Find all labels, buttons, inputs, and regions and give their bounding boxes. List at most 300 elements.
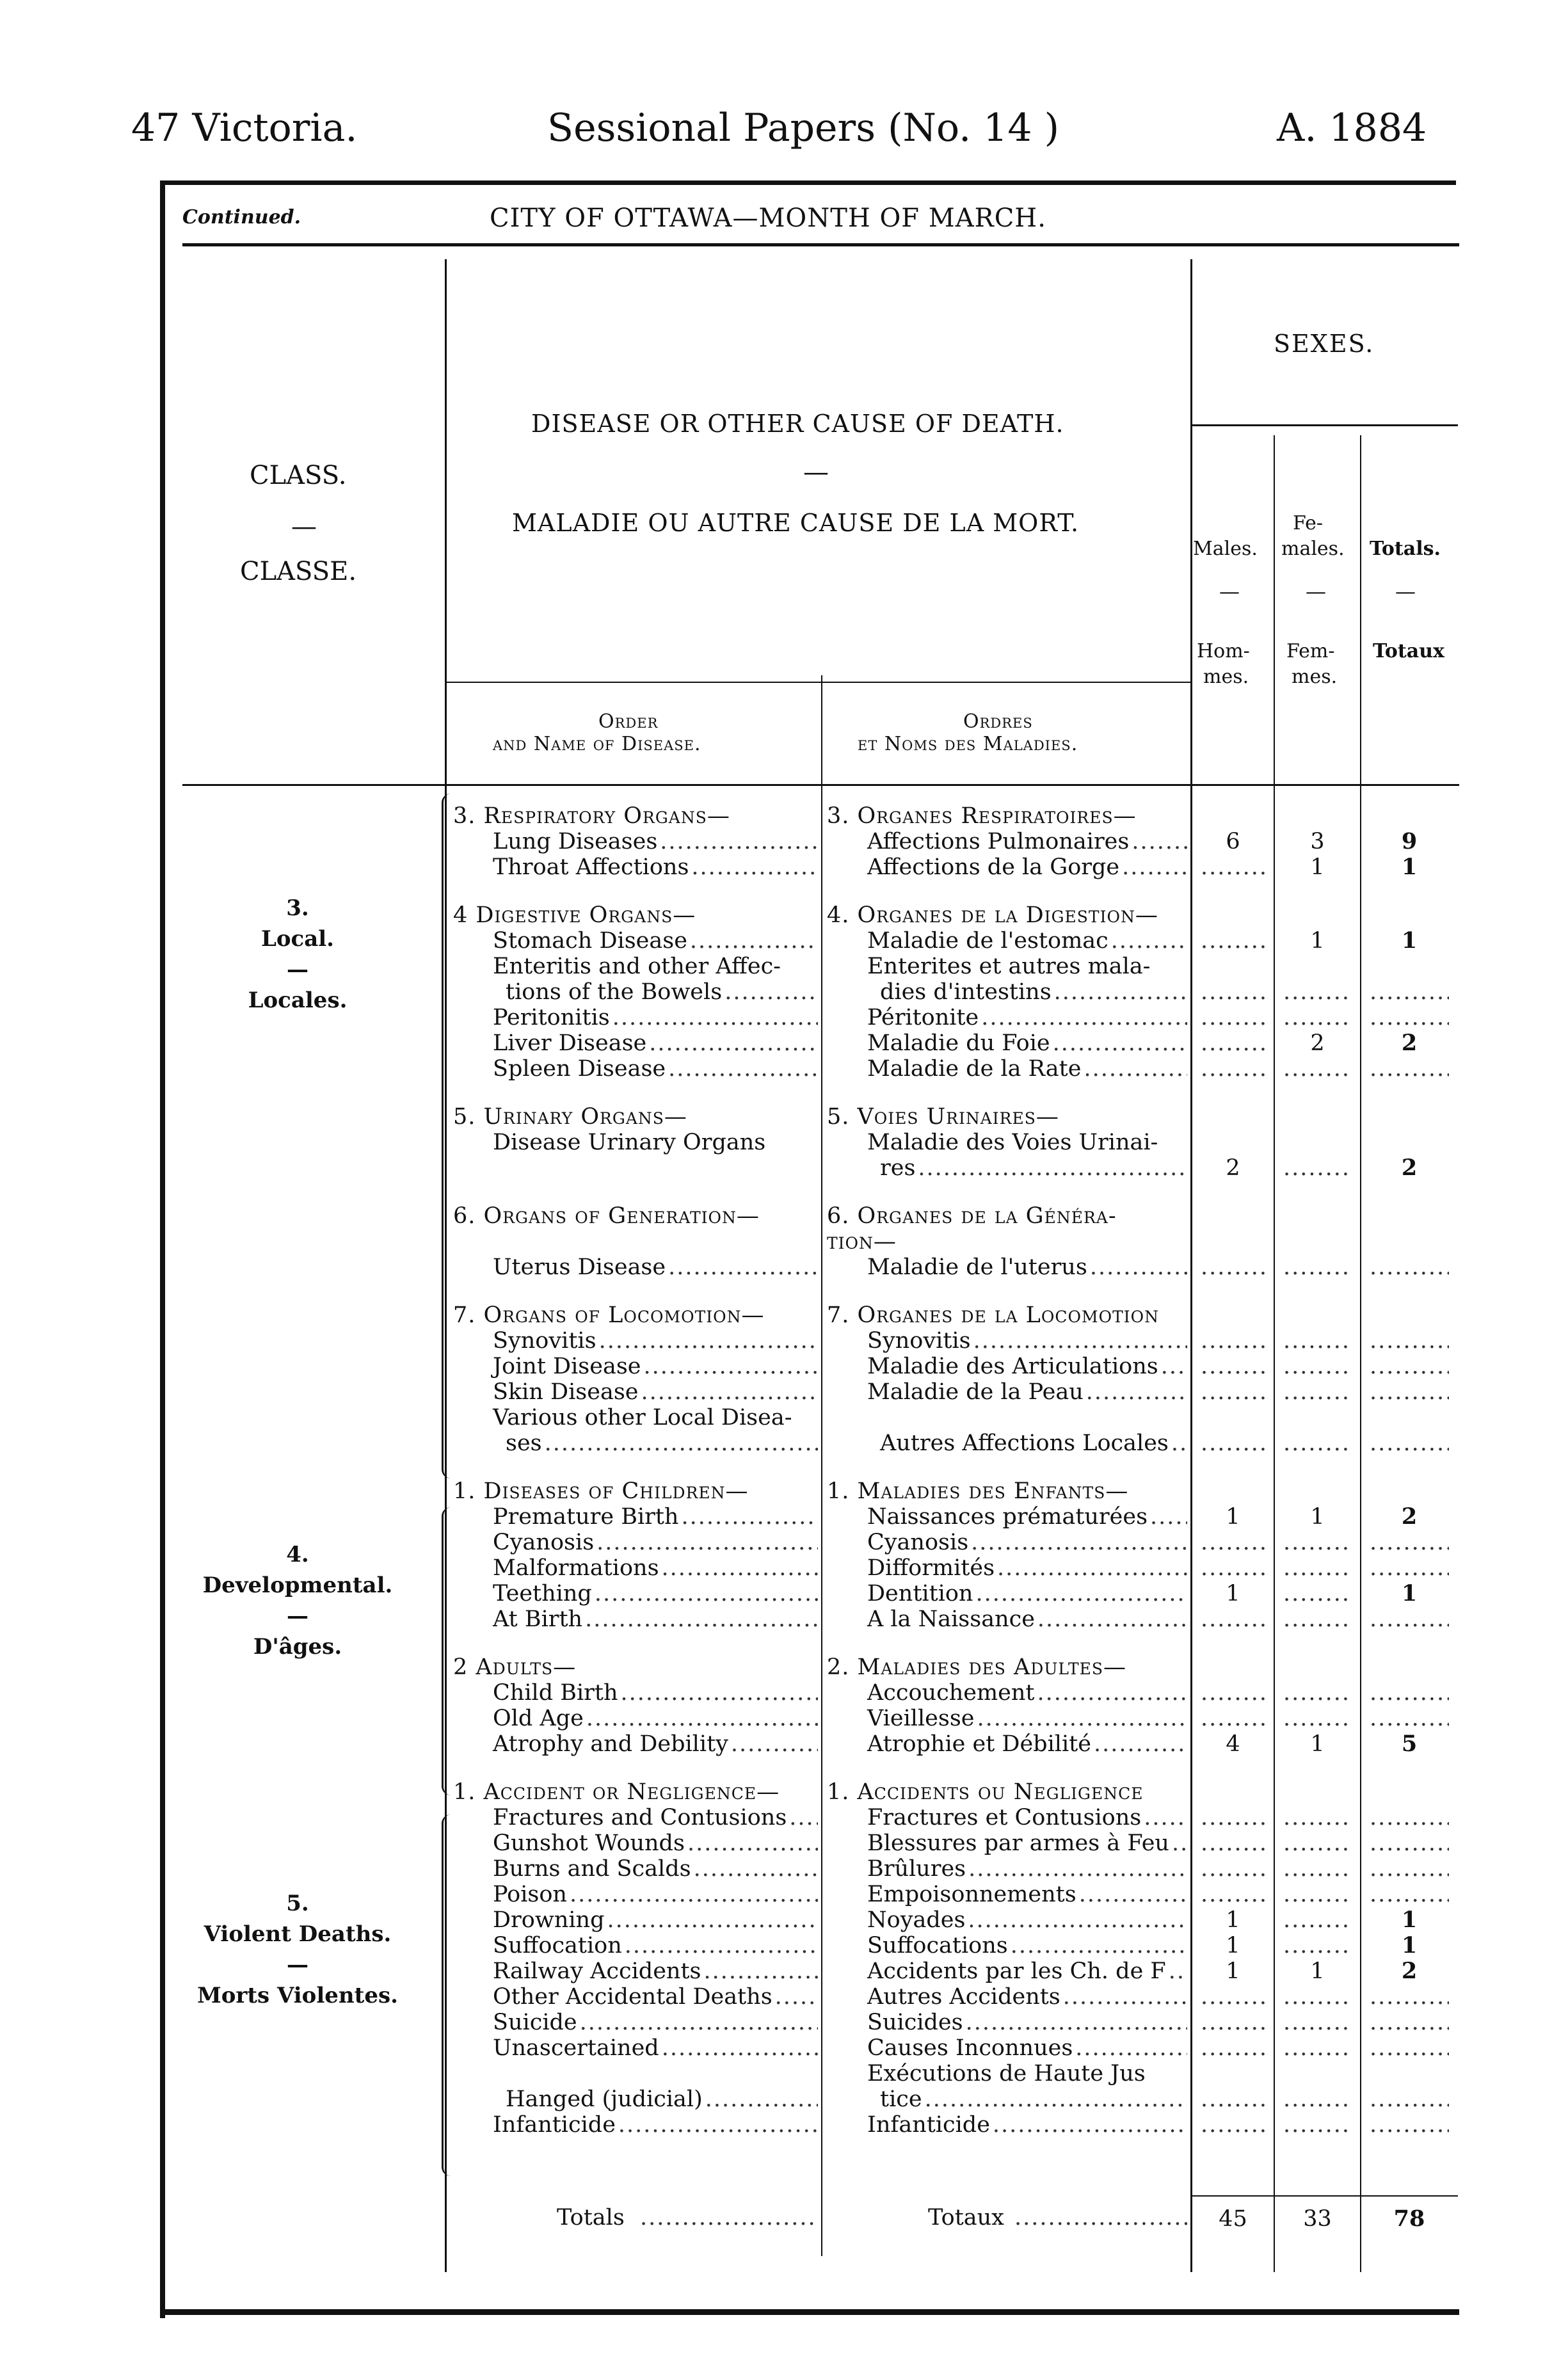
row-total-empty <box>1370 1882 1449 1907</box>
row-en-fill <box>493 1680 818 1706</box>
row-en-leader <box>662 2035 818 2061</box>
row-total-value: 1 <box>1401 1907 1418 1933</box>
row-fr-label: Péritonite <box>867 1005 979 1030</box>
totals-males: 45 <box>1219 2206 1247 2232</box>
row-en-label: Cyanosis <box>493 1530 595 1555</box>
row-fr-label: Dentition <box>867 1581 973 1606</box>
row-en-fill <box>506 979 818 1005</box>
row-males-empty <box>1201 1805 1265 1830</box>
row-fr-leader <box>1054 979 1187 1005</box>
row-males-empty <box>1201 1680 1265 1706</box>
header-center: Sessional Papers (No. 14 ) <box>547 106 1060 150</box>
females-header-2: males. <box>1281 538 1345 560</box>
row-en-cell <box>493 1984 818 2010</box>
class-violent-fr: Morts Violentes. <box>197 1983 398 2008</box>
row-en-leader <box>789 1805 818 1830</box>
row-fr-label: Accidents par les Ch. de F <box>867 1958 1166 1984</box>
row-fr-leader <box>1150 1504 1187 1530</box>
row-males-empty <box>1201 1555 1265 1581</box>
row-en-label: Drowning <box>493 1907 605 1933</box>
row-en-fill <box>493 1379 818 1405</box>
row-en-fill <box>493 1958 818 1984</box>
header-right: A. 1884 <box>1277 106 1427 150</box>
row-females-empty <box>1283 1555 1352 1581</box>
row-en-cell <box>493 1680 818 1706</box>
class-local-dash: — <box>287 957 308 982</box>
row-fr-label: 2. Maladies des Adultes— <box>827 1654 1127 1680</box>
row-fr-cell <box>867 1555 1187 1581</box>
row-total-empty <box>1370 1430 1449 1456</box>
sexes-rule <box>1192 424 1458 426</box>
row-en-label: Teething <box>493 1581 592 1606</box>
row-females-empty <box>1283 1907 1352 1933</box>
row-total-empty <box>1370 1530 1449 1555</box>
row-total-empty <box>1370 2112 1449 2138</box>
row-males-empty <box>1201 1830 1265 1856</box>
row-en-leader <box>694 1856 818 1882</box>
row-fr-fill <box>867 2010 1187 2035</box>
row-males-value: 1 <box>1226 1504 1240 1530</box>
row-females-empty <box>1283 1984 1352 2010</box>
row-males-empty <box>1201 1254 1265 1280</box>
row-en-fill <box>493 2035 818 2061</box>
row-en-leader <box>621 1680 819 1706</box>
row-en-cell <box>493 1254 818 1280</box>
row-en-fill <box>493 1907 818 1933</box>
top-rule <box>163 180 1456 185</box>
row-fr-fill <box>867 1555 1187 1581</box>
row-en-cell <box>493 1958 818 1984</box>
hommes-header-1: Hom- <box>1197 640 1250 662</box>
row-en-fill <box>493 1856 818 1882</box>
row-total-value: 2 <box>1401 1030 1418 1056</box>
row-males-empty <box>1201 928 1265 954</box>
row-en-fill <box>493 829 818 854</box>
row-en-fill <box>493 2112 818 2138</box>
row-males-empty <box>1201 1056 1265 1082</box>
totals-header: Totals. <box>1370 538 1441 560</box>
row-en-label: Synovitis <box>493 1328 596 1354</box>
row-fr-fill <box>867 1606 1187 1632</box>
row-en-leader <box>618 2112 818 2138</box>
row-fr-label: Brûlures <box>867 1856 966 1882</box>
row-fr-cell <box>867 1706 1187 1731</box>
row-fr-fill <box>880 1430 1187 1456</box>
row-females-empty <box>1283 1606 1352 1632</box>
row-en-cell <box>493 2010 818 2035</box>
row-fr-fill <box>867 1379 1187 1405</box>
row-females-empty <box>1283 1430 1352 1456</box>
row-en-label: Fractures and Contusions <box>493 1805 787 1830</box>
row-en-label: Infanticide <box>493 2112 616 2138</box>
row-females-empty <box>1283 1530 1352 1555</box>
class-local <box>163 893 432 1016</box>
row-fr-fill <box>867 854 1187 880</box>
row-fr-label: 4. Organes de la Digestion— <box>827 902 1158 928</box>
totaux-header: Totaux <box>1373 640 1444 662</box>
row-females-empty <box>1283 1830 1352 1856</box>
row-females-empty <box>1283 1856 1352 1882</box>
row-males-empty <box>1201 1856 1265 1882</box>
row-total-empty <box>1370 1379 1449 1405</box>
row-females-empty <box>1283 1354 1352 1379</box>
row-fr-label: Blessures par armes à Feu <box>867 1830 1169 1856</box>
row-en-cell <box>493 1882 818 1907</box>
row-en-label: Gunshot Wounds <box>493 1830 685 1856</box>
row-total-value: 1 <box>1401 1580 1418 1606</box>
row-en-leader <box>704 1958 819 1984</box>
row-fr-leader <box>1172 1830 1187 1856</box>
row-en-label: ses <box>506 1430 542 1456</box>
row-males-empty <box>1201 1530 1265 1555</box>
row-en-label: Other Accidental Deaths <box>493 1984 772 2010</box>
class-local-fr: Locales. <box>248 988 348 1013</box>
femmes-header-2: mes. <box>1292 666 1338 688</box>
row-en-leader <box>705 2086 818 2112</box>
row-fr-fill <box>867 1504 1187 1530</box>
row-total-empty <box>1370 1706 1449 1731</box>
row-en-leader <box>570 1882 818 1907</box>
row-fr-fill <box>867 1805 1187 1830</box>
row-males-empty <box>1201 1354 1265 1379</box>
row-total-empty <box>1370 1555 1449 1581</box>
row-fr-cell <box>867 1856 1187 1882</box>
males-header: Males. <box>1193 538 1258 560</box>
row-en-fill <box>493 854 818 880</box>
row-fr-cell <box>867 1958 1187 1984</box>
row-males-empty <box>1201 1328 1265 1354</box>
row-fr-leader <box>977 1706 1188 1731</box>
row-fr-label: Maladie de l'uterus <box>867 1254 1087 1280</box>
row-en-label: Skin Disease <box>493 1379 639 1405</box>
row-total-value: 5 <box>1401 1731 1418 1757</box>
row-males-empty <box>1201 1606 1265 1632</box>
row-total-empty <box>1370 2086 1449 2112</box>
row-fr-label: Fractures et Contusions <box>867 1805 1142 1830</box>
class-violent-num: 5. <box>286 1891 309 1916</box>
row-en-leader <box>724 979 818 1005</box>
row-fr-label: dies d'intestins <box>880 979 1052 1005</box>
order-rule <box>447 682 1190 683</box>
class-developmental-fr: D'âges. <box>253 1634 342 1660</box>
brace-local <box>442 794 455 1478</box>
row-total-value: 9 <box>1401 828 1418 854</box>
totals-en-leader <box>640 2205 816 2230</box>
row-fr-fill <box>867 1530 1187 1555</box>
row-fr-label: Cyanosis <box>867 1530 969 1555</box>
row-fr-cell <box>867 1254 1187 1280</box>
row-fr-cell <box>867 854 1187 880</box>
row-males-empty <box>1201 1882 1265 1907</box>
row-en-leader <box>660 829 818 854</box>
row-en-cell <box>493 854 818 880</box>
row-en-cell <box>493 1328 818 1354</box>
row-en-cell <box>493 1056 818 1082</box>
totals-fr-label: Totaux <box>928 2205 1004 2230</box>
row-en-fill <box>493 1933 818 1958</box>
row-total-empty <box>1370 1005 1449 1030</box>
row-en-label: Disease Urinary Organs <box>493 1130 766 1155</box>
row-males-value: 1 <box>1226 1581 1240 1606</box>
row-males-value: 6 <box>1226 829 1240 854</box>
row-en-label: 1. Accident or Negligence— <box>453 1779 780 1805</box>
row-en-cell <box>493 1581 818 1606</box>
hommes-header-2: mes. <box>1203 666 1249 688</box>
row-en-label: Spleen Disease <box>493 1056 666 1082</box>
row-en-fill <box>493 1882 818 1907</box>
row-fr-cell <box>867 1984 1187 2010</box>
row-females-empty <box>1283 1581 1352 1606</box>
row-fr-cell <box>867 1379 1187 1405</box>
row-en-label: 4 Digestive Organs— <box>453 902 696 928</box>
row-en-label: Child Birth <box>493 1680 618 1706</box>
row-en-label: Atrophy and Debility <box>493 1731 728 1757</box>
continued-label: Continued. <box>182 206 301 228</box>
row-fr-label: Suicides <box>867 2010 963 2035</box>
row-en-fill <box>493 1706 818 1731</box>
row-males-value: 1 <box>1226 1933 1240 1958</box>
row-fr-label: Maladie de l'estomac <box>867 928 1108 954</box>
row-total-empty <box>1370 1984 1449 2010</box>
row-en-leader <box>607 1907 818 1933</box>
row-en-cell <box>493 1354 818 1379</box>
totals-females: 33 <box>1303 2206 1332 2232</box>
row-en-label: Stomach Disease <box>493 928 687 954</box>
row-en-cell <box>493 1555 818 1581</box>
row-fr-cell <box>867 2035 1187 2061</box>
row-females-value: 1 <box>1310 1731 1325 1757</box>
row-en-label: Lung Diseases <box>493 829 658 854</box>
totals-total: 78 <box>1393 2206 1425 2232</box>
row-fr-fill <box>880 1155 1187 1181</box>
row-en-label: 5. Urinary Organs— <box>453 1104 687 1130</box>
row-en-label: Liver Disease <box>493 1030 647 1056</box>
row-fr-label: Difformités <box>867 1555 995 1581</box>
row-fr-leader <box>975 1581 1187 1606</box>
row-total-empty <box>1370 1056 1449 1082</box>
row-en-cell <box>493 2035 818 2061</box>
row-fr-label: Affections Pulmonaires <box>867 829 1130 854</box>
row-en-leader <box>668 1254 818 1280</box>
row-fr-fill <box>867 1882 1187 1907</box>
row-en-fill <box>493 1731 818 1757</box>
row-en-label: 7. Organs of Locomotion— <box>453 1302 765 1328</box>
row-total-value: 1 <box>1401 1932 1418 1958</box>
row-females-empty <box>1283 1254 1352 1280</box>
row-fr-label: Enterites et autres mala- <box>867 954 1151 979</box>
row-fr-label: Suffocations <box>867 1933 1008 1958</box>
row-fr-leader <box>968 1907 1187 1933</box>
row-fr-label: Atrophie et Débilité <box>867 1731 1091 1757</box>
row-males-value: 4 <box>1226 1731 1240 1757</box>
row-en-label: Poison <box>493 1882 567 1907</box>
row-fr-leader <box>1111 928 1187 954</box>
row-en-fill <box>493 1606 818 1632</box>
row-fr-label: 3. Organes Respiratoires— <box>827 803 1137 829</box>
row-en-fill <box>493 1254 818 1280</box>
row-fr-leader <box>925 2086 1187 2112</box>
row-fr-label: Maladie du Foie <box>867 1030 1050 1056</box>
row-en-label: Joint Disease <box>493 1354 641 1379</box>
row-males-empty <box>1201 979 1265 1005</box>
row-en-label: Railway Accidents <box>493 1958 701 1984</box>
row-en-label: Suffocation <box>493 1933 622 1958</box>
sexes-column-rule <box>1190 259 1192 2272</box>
females-dash: — <box>1306 579 1326 604</box>
totals-rule <box>1192 2195 1458 2197</box>
row-males-value: 2 <box>1226 1155 1240 1181</box>
row-en-fill <box>493 1056 818 1082</box>
row-en-cell <box>493 1805 818 1830</box>
row-males-value: 1 <box>1226 1958 1240 1984</box>
row-en-fill <box>493 1984 818 2010</box>
row-fr-cell <box>867 1731 1187 1757</box>
row-females-value: 1 <box>1310 1504 1325 1530</box>
class-developmental-num: 4. <box>286 1542 309 1567</box>
row-en-leader <box>641 1379 818 1405</box>
row-en-label: Uterus Disease <box>493 1254 666 1280</box>
row-en-cell <box>493 1379 818 1405</box>
class-developmental <box>163 1539 432 1662</box>
row-fr-leader <box>971 1530 1187 1555</box>
row-total-value: 1 <box>1401 927 1418 954</box>
row-fr-label: Exécutions de Haute Jus <box>867 2061 1146 2086</box>
totals-dash: — <box>1395 579 1416 604</box>
row-en-cell <box>493 1933 818 1958</box>
bottom-rule <box>160 2309 1459 2315</box>
row-fr-cell <box>867 1354 1187 1379</box>
row-fr-label: 7. Organes de la Locomotion <box>827 1302 1160 1328</box>
row-fr-fill <box>867 1581 1187 1606</box>
row-females-empty <box>1283 1933 1352 1958</box>
row-en-leader <box>612 1005 818 1030</box>
row-males-empty <box>1201 1984 1265 2010</box>
row-fr-label: Maladie des Articulations <box>867 1354 1158 1379</box>
row-en-label: tions of the Bowels <box>506 979 723 1005</box>
row-females-empty <box>1283 1328 1352 1354</box>
row-fr-cell <box>867 1056 1187 1082</box>
class-fr-header: CLASSE. <box>240 557 357 586</box>
row-en-fill <box>493 1354 818 1379</box>
males-dash: — <box>1219 579 1240 604</box>
row-fr-fill <box>867 1354 1187 1379</box>
row-en-label: Throat Affections <box>493 854 689 880</box>
row-en-leader <box>545 1430 818 1456</box>
row-fr-cell <box>880 2086 1187 2112</box>
header-bottom-rule <box>182 784 1459 786</box>
row-total-empty <box>1370 1856 1449 1882</box>
row-en-label: Hanged (judicial) <box>506 2086 703 2112</box>
row-fr-cell <box>867 1504 1187 1530</box>
brace-violent <box>442 1814 455 2176</box>
row-males-empty <box>1201 1706 1265 1731</box>
row-fr-label: Maladie de la Peau <box>867 1379 1084 1405</box>
row-en-leader <box>691 854 818 880</box>
class-local-num: 3. <box>286 895 309 921</box>
row-total-value: 2 <box>1401 1155 1418 1181</box>
brace-developmental <box>442 1507 455 1795</box>
row-en-cell <box>506 1430 818 1456</box>
row-fr-fill <box>867 1056 1187 1082</box>
row-total-empty <box>1370 2035 1449 2061</box>
females-column-rule <box>1274 435 1275 2272</box>
row-en-label: Burns and Scalds <box>493 1856 691 1882</box>
row-males-empty <box>1201 1030 1265 1056</box>
row-fr-label: 1. Maladies des Enfants— <box>827 1478 1129 1504</box>
row-en-label: 6. Organs of Generation— <box>453 1203 760 1229</box>
row-en-label: Unascertained <box>493 2035 659 2061</box>
row-fr-label: 6. Organes de la Généra- <box>827 1203 1117 1229</box>
row-females-empty <box>1283 2112 1352 2138</box>
row-fr-leader <box>1075 2035 1187 2061</box>
row-fr-label: Autres Accidents <box>867 1984 1060 2010</box>
row-fr-label: tion— <box>827 1229 897 1254</box>
disease-en-header: DISEASE OR OTHER CAUSE OF DEATH. <box>531 410 1064 438</box>
row-fr-leader <box>1122 854 1187 880</box>
row-en-fill <box>493 2010 818 2035</box>
sexes-header: SEXES. <box>1274 330 1375 358</box>
row-fr-fill <box>867 1907 1187 1933</box>
row-en-fill <box>493 1830 818 1856</box>
title-rule <box>182 243 1459 246</box>
row-en-fill <box>493 1555 818 1581</box>
row-fr-cell <box>867 1328 1187 1354</box>
row-en-fill <box>493 1328 818 1354</box>
row-en-cell <box>493 1005 818 1030</box>
row-en-label: 1. Diseases of Children— <box>453 1478 749 1504</box>
row-fr-fill <box>867 2112 1187 2138</box>
row-fr-label: Affections de la Gorge <box>867 854 1120 880</box>
row-fr-label: 1. Accidents ou Negligence <box>827 1779 1144 1805</box>
row-fr-cell <box>867 1680 1187 1706</box>
row-males-empty <box>1201 854 1265 880</box>
class-dash: — <box>291 512 317 541</box>
row-fr-cell <box>880 1155 1187 1181</box>
row-fr-fill <box>867 1731 1187 1757</box>
row-total-empty <box>1370 1606 1449 1632</box>
row-fr-fill <box>867 1328 1187 1354</box>
row-en-label: Old Age <box>493 1706 584 1731</box>
row-en-cell <box>493 1907 818 1933</box>
row-en-cell <box>506 979 818 1005</box>
row-fr-leader <box>1144 1805 1187 1830</box>
row-fr-label: tice <box>880 2086 922 2112</box>
row-females-empty <box>1283 1680 1352 1706</box>
row-en-cell <box>493 1830 818 1856</box>
row-fr-cell <box>867 1530 1187 1555</box>
totals-fr-leader <box>1014 2205 1187 2230</box>
row-females-empty <box>1283 2035 1352 2061</box>
row-total-empty <box>1370 2010 1449 2035</box>
row-males-empty <box>1201 2112 1265 2138</box>
row-females-empty <box>1283 1805 1352 1830</box>
row-en-leader <box>649 1030 818 1056</box>
row-fr-leader <box>981 1005 1187 1030</box>
row-fr-leader <box>1079 1882 1187 1907</box>
row-females-value: 1 <box>1310 928 1325 954</box>
row-fr-cell <box>867 928 1187 954</box>
order-split-rule <box>821 675 822 2256</box>
row-females-empty <box>1283 1882 1352 1907</box>
row-en-fill <box>493 1530 818 1555</box>
order-en-header-2: and Name of Disease. <box>493 733 701 755</box>
row-total-value: 2 <box>1401 1958 1418 1984</box>
row-en-label: 3. Respiratory Organs— <box>453 803 730 829</box>
row-fr-label: Autres Affections Locales <box>880 1430 1169 1456</box>
row-fr-leader <box>1161 1354 1187 1379</box>
row-fr-leader <box>1094 1731 1187 1757</box>
row-fr-fill <box>867 1030 1187 1056</box>
